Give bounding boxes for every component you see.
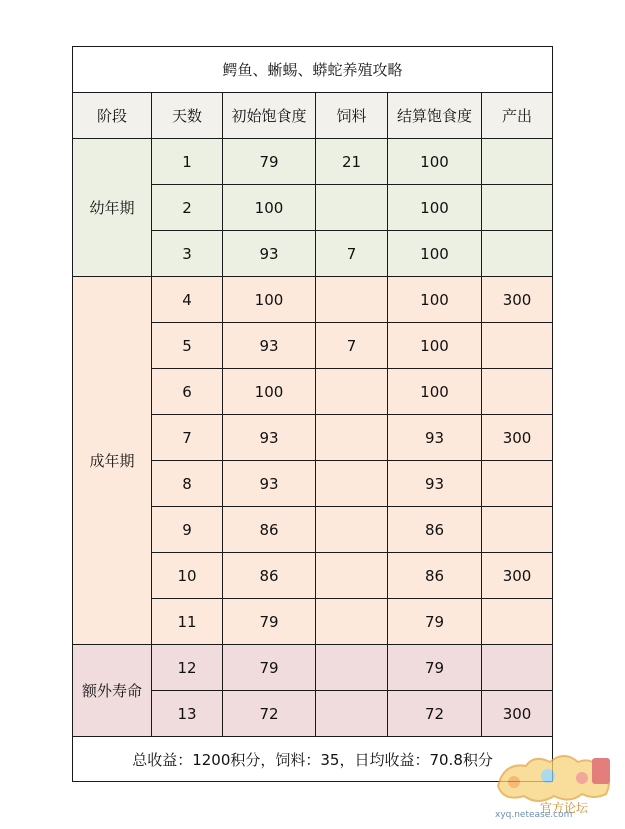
output-cell: 300	[482, 277, 553, 323]
initial-satiety-cell: 100	[223, 369, 316, 415]
initial-satiety-cell: 79	[223, 139, 316, 185]
day-cell: 3	[152, 231, 223, 277]
initial-satiety-cell: 100	[223, 185, 316, 231]
final-satiety-cell: 79	[388, 599, 482, 645]
day-cell: 9	[152, 507, 223, 553]
final-satiety-cell: 100	[388, 139, 482, 185]
day-cell: 11	[152, 599, 223, 645]
feed-cell	[316, 461, 388, 507]
day-cell: 8	[152, 461, 223, 507]
initial-satiety-cell: 86	[223, 507, 316, 553]
feed-cell	[316, 277, 388, 323]
stage-cell: 幼年期	[73, 139, 152, 277]
final-satiety-cell: 79	[388, 645, 482, 691]
initial-satiety-cell: 86	[223, 553, 316, 599]
header-output: 产出	[482, 93, 553, 139]
output-cell	[482, 369, 553, 415]
final-satiety-cell: 100	[388, 323, 482, 369]
initial-satiety-cell: 79	[223, 599, 316, 645]
title-row	[73, 47, 553, 93]
feed-cell	[316, 553, 388, 599]
day-cell: 5	[152, 323, 223, 369]
day-cell: 1	[152, 139, 223, 185]
output-cell: 300	[482, 691, 553, 737]
feed-cell	[316, 369, 388, 415]
breeding-table	[72, 46, 553, 782]
day-cell: 10	[152, 553, 223, 599]
initial-satiety-cell: 93	[223, 461, 316, 507]
header-initial-satiety: 初始饱食度	[223, 93, 316, 139]
output-cell: 300	[482, 553, 553, 599]
day-cell: 2	[152, 185, 223, 231]
feed-cell: 21	[316, 139, 388, 185]
header-days: 天数	[152, 93, 223, 139]
feed-cell	[316, 507, 388, 553]
feed-cell	[316, 599, 388, 645]
day-cell: 6	[152, 369, 223, 415]
output-cell	[482, 599, 553, 645]
final-satiety-cell: 100	[388, 231, 482, 277]
output-cell	[482, 645, 553, 691]
feed-cell	[316, 415, 388, 461]
feed-cell: 7	[316, 323, 388, 369]
output-cell	[482, 231, 553, 277]
final-satiety-cell: 93	[388, 461, 482, 507]
initial-satiety-cell: 100	[223, 277, 316, 323]
final-satiety-cell: 100	[388, 277, 482, 323]
summary-row	[73, 737, 553, 782]
final-satiety-cell: 86	[388, 553, 482, 599]
summary-text: 总收益：1200积分，饲料：35，日均收益：70.8积分	[73, 737, 553, 782]
output-cell	[482, 139, 553, 185]
header-final-satiety: 结算饱食度	[388, 93, 482, 139]
day-cell: 7	[152, 415, 223, 461]
table-row	[73, 645, 553, 691]
initial-satiety-cell: 72	[223, 691, 316, 737]
table-body	[73, 139, 553, 737]
final-satiety-cell: 72	[388, 691, 482, 737]
initial-satiety-cell: 93	[223, 323, 316, 369]
final-satiety-cell: 86	[388, 507, 482, 553]
initial-satiety-cell: 93	[223, 231, 316, 277]
day-cell: 4	[152, 277, 223, 323]
header-row	[73, 93, 553, 139]
watermark-text: 官方论坛	[540, 801, 589, 815]
stage-cell: 成年期	[73, 277, 152, 645]
output-cell	[482, 461, 553, 507]
table-row	[73, 277, 553, 323]
feed-cell	[316, 645, 388, 691]
stage-cell: 额外寿命	[73, 645, 152, 737]
feed-cell	[316, 185, 388, 231]
output-cell	[482, 323, 553, 369]
day-cell: 13	[152, 691, 223, 737]
feed-cell	[316, 691, 388, 737]
feed-cell: 7	[316, 231, 388, 277]
final-satiety-cell: 93	[388, 415, 482, 461]
final-satiety-cell: 100	[388, 369, 482, 415]
final-satiety-cell: 100	[388, 185, 482, 231]
table-row	[73, 139, 553, 185]
header-stage: 阶段	[73, 93, 152, 139]
initial-satiety-cell: 79	[223, 645, 316, 691]
watermark-url: xyq.netease.com	[495, 810, 573, 820]
initial-satiety-cell: 93	[223, 415, 316, 461]
output-cell	[482, 507, 553, 553]
output-cell: 300	[482, 415, 553, 461]
output-cell	[482, 185, 553, 231]
table-title: 鳄鱼、蜥蜴、蟒蛇养殖攻略	[73, 47, 553, 93]
header-feed: 饲料	[316, 93, 388, 139]
day-cell: 12	[152, 645, 223, 691]
